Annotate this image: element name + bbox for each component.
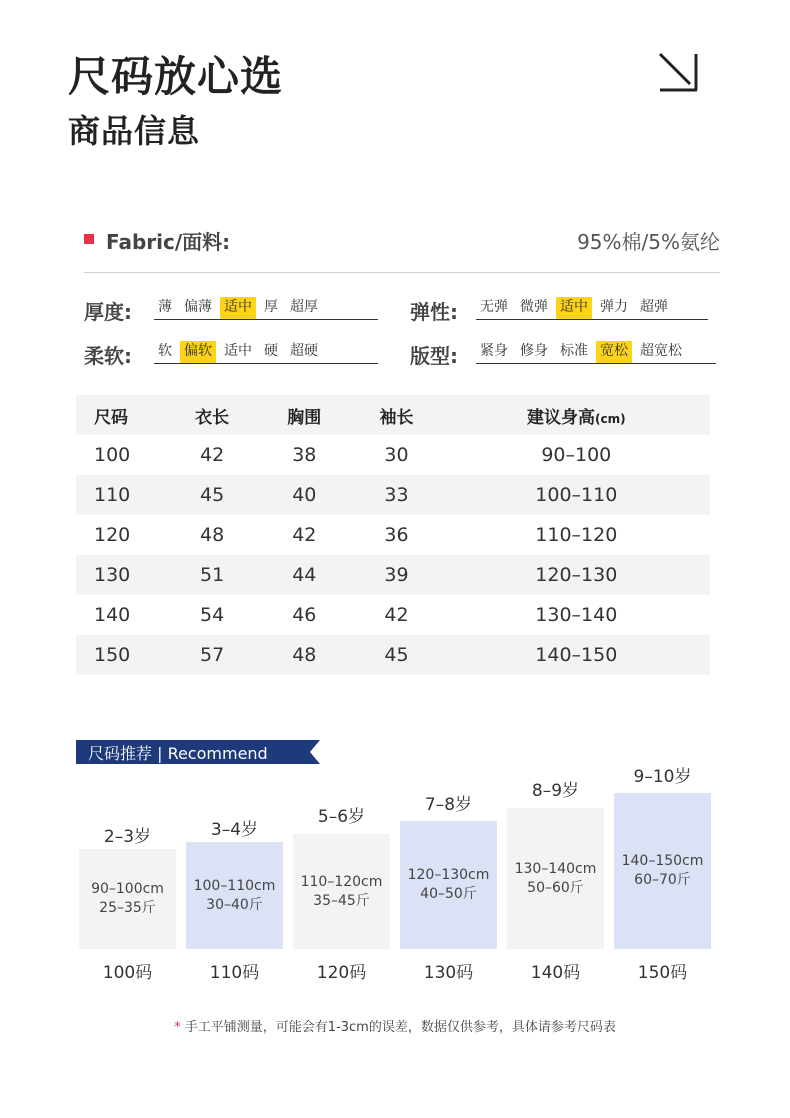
table-row bbox=[76, 515, 710, 555]
table-row bbox=[76, 555, 710, 595]
option: 微弹 bbox=[520, 299, 548, 315]
table-cell: 51 bbox=[166, 555, 258, 595]
table-cell: 30 bbox=[384, 444, 409, 466]
size-table bbox=[76, 395, 710, 675]
table-cell: 42 bbox=[292, 524, 317, 546]
age-label: 3–4岁 bbox=[210, 820, 259, 840]
table-cell: 130 bbox=[76, 555, 166, 595]
recommend-bar bbox=[79, 849, 176, 949]
table-cell: 100–110 bbox=[443, 475, 710, 515]
attr-options bbox=[476, 296, 708, 320]
age-label: 2–3岁 bbox=[103, 827, 152, 847]
option-selected: 偏软 bbox=[180, 341, 216, 363]
attr-label: 版型: bbox=[410, 344, 458, 368]
table-cell: 45 bbox=[350, 635, 442, 675]
attr-label: 柔软: bbox=[84, 344, 132, 368]
size-label: 130码 bbox=[423, 963, 474, 983]
table-cell: 54 bbox=[200, 604, 225, 626]
page-subtitle: 商品信息 bbox=[68, 112, 201, 150]
table-row bbox=[76, 635, 710, 675]
table-cell: 110–120 bbox=[535, 524, 618, 546]
table-cell: 110 bbox=[76, 475, 166, 515]
fabric-label: Fabric/面料: bbox=[106, 230, 231, 254]
column-header: 胸围 bbox=[258, 395, 350, 435]
age-label: 5–6岁 bbox=[317, 807, 366, 827]
column-header: 衣长 bbox=[166, 395, 258, 435]
size-label: 100码 bbox=[102, 963, 153, 983]
height-range: 130–140cm bbox=[514, 860, 597, 877]
recommend-bar bbox=[614, 793, 711, 949]
option: 修身 bbox=[520, 343, 548, 359]
table-cell: 42 bbox=[200, 444, 225, 466]
bullet-icon bbox=[84, 234, 94, 244]
option: 薄 bbox=[158, 299, 172, 315]
table-cell: 140 bbox=[94, 604, 131, 626]
weight-range: 50–60斤 bbox=[527, 879, 584, 896]
arrow-down-right-icon bbox=[656, 50, 700, 94]
attr-options bbox=[476, 340, 716, 364]
option: 无弹 bbox=[480, 299, 508, 315]
attr-label: 弹性: bbox=[410, 300, 458, 324]
weight-range: 30–40斤 bbox=[206, 896, 263, 913]
recommend-bar bbox=[186, 842, 283, 949]
column-header: 袖长 bbox=[350, 395, 442, 435]
table-cell: 44 bbox=[258, 555, 350, 595]
unit-label: (cm) bbox=[595, 411, 626, 426]
size-label: 110码 bbox=[209, 963, 260, 983]
size-label: 140码 bbox=[530, 963, 581, 983]
recommend-bar bbox=[293, 834, 390, 949]
option: 软 bbox=[158, 343, 172, 359]
height-range: 100–110cm bbox=[193, 877, 276, 894]
option-selected: 适中 bbox=[220, 297, 256, 319]
option: 弹力 bbox=[600, 299, 628, 315]
table-cell: 120–130 bbox=[443, 555, 710, 595]
table-cell: 100 bbox=[94, 444, 131, 466]
table-cell: 130–140 bbox=[535, 604, 618, 626]
table-cell: 46 bbox=[292, 604, 317, 626]
weight-range: 35–45斤 bbox=[313, 892, 370, 909]
size-label: 150码 bbox=[637, 963, 688, 983]
table-cell: 33 bbox=[350, 475, 442, 515]
option-selected: 适中 bbox=[556, 297, 592, 319]
table-cell: 38 bbox=[292, 444, 317, 466]
attr-label: 厚度: bbox=[84, 300, 132, 324]
fabric-row bbox=[84, 226, 720, 256]
age-label: 9–10岁 bbox=[633, 767, 692, 787]
table-row bbox=[76, 435, 710, 475]
height-range: 140–150cm bbox=[621, 853, 704, 869]
height-range: 110–120cm bbox=[300, 873, 383, 890]
option: 超厚 bbox=[290, 299, 318, 315]
recommend-bar bbox=[507, 808, 604, 949]
recommend-bar bbox=[400, 821, 497, 949]
size-label: 120码 bbox=[316, 963, 367, 983]
option: 偏薄 bbox=[184, 299, 212, 315]
height-range: 90–100cm bbox=[91, 881, 164, 897]
table-row bbox=[76, 595, 710, 635]
weight-range: 60–70斤 bbox=[634, 872, 691, 888]
option: 紧身 bbox=[480, 343, 508, 359]
column-header bbox=[443, 395, 710, 435]
table-cell: 150 bbox=[76, 635, 166, 675]
weight-range: 25–35斤 bbox=[99, 900, 156, 916]
height-range: 120–130cm bbox=[407, 867, 490, 883]
table-row bbox=[76, 475, 710, 515]
table-cell: 48 bbox=[258, 635, 350, 675]
table-cell: 36 bbox=[384, 524, 409, 546]
table-cell: 40 bbox=[258, 475, 350, 515]
option: 超弹 bbox=[640, 299, 668, 315]
recommend-title: 尺码推荐 | Recommend bbox=[88, 744, 268, 763]
table-cell: 120 bbox=[94, 524, 131, 546]
option: 超硬 bbox=[290, 343, 318, 359]
table-cell: 48 bbox=[200, 524, 225, 546]
table-cell: 45 bbox=[166, 475, 258, 515]
weight-range: 40–50斤 bbox=[420, 886, 477, 902]
option: 适中 bbox=[224, 343, 252, 359]
attr-options bbox=[154, 296, 378, 320]
footnote-text: 手工平铺测量，可能会有1-3cm的误差，数据仅供参考，具体请参考尺码表 bbox=[184, 1020, 616, 1035]
page-title: 尺码放心选 bbox=[68, 52, 284, 101]
option: 超宽松 bbox=[640, 343, 682, 359]
table-header-row bbox=[76, 395, 710, 435]
header-text: 建议身高 bbox=[527, 407, 595, 428]
age-label: 7–8岁 bbox=[424, 795, 473, 815]
divider bbox=[84, 272, 720, 273]
age-label: 8–9岁 bbox=[531, 781, 580, 801]
table-cell: 39 bbox=[350, 555, 442, 595]
option: 厚 bbox=[264, 299, 278, 315]
column-header: 尺码 bbox=[76, 395, 166, 435]
recommend-banner bbox=[76, 740, 320, 764]
table-cell: 140–150 bbox=[443, 635, 710, 675]
fabric-value: 95%棉/5%氨纶 bbox=[577, 230, 720, 254]
attr-options bbox=[154, 340, 378, 364]
asterisk: * bbox=[174, 1020, 181, 1035]
option-selected: 宽松 bbox=[596, 341, 632, 363]
table-cell: 90–100 bbox=[541, 444, 612, 466]
table-cell: 57 bbox=[166, 635, 258, 675]
footnote bbox=[0, 1016, 790, 1035]
option: 标准 bbox=[560, 343, 588, 359]
table-cell: 42 bbox=[384, 604, 409, 626]
option: 硬 bbox=[264, 343, 278, 359]
